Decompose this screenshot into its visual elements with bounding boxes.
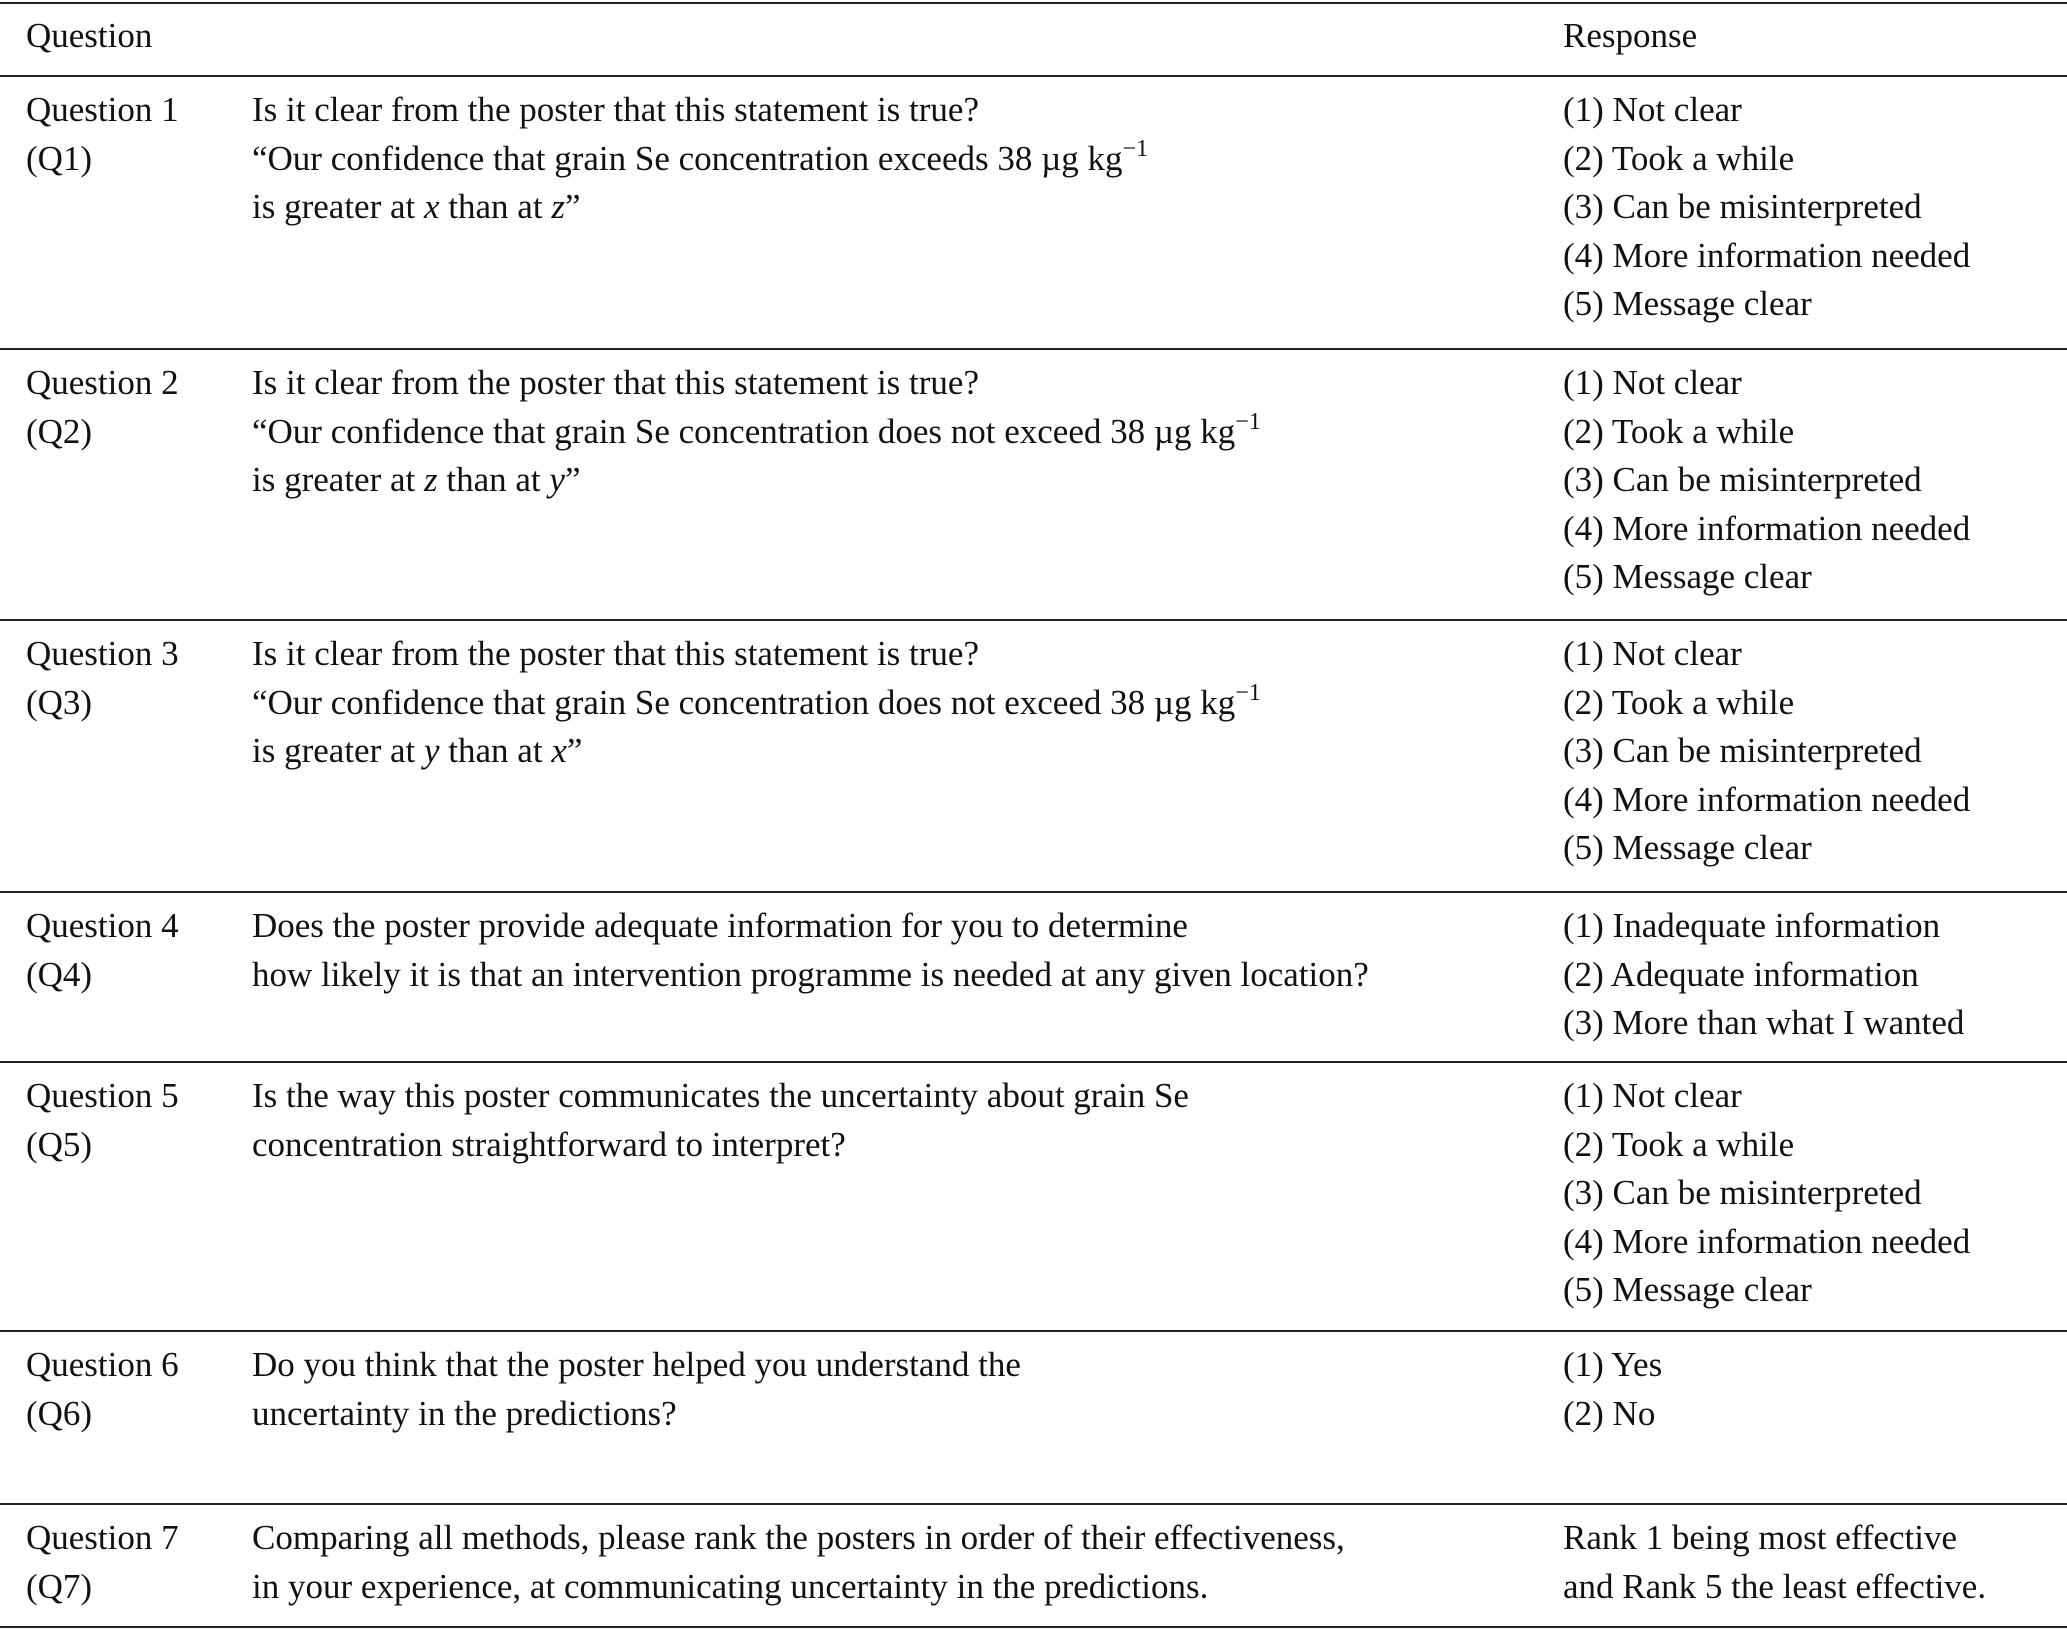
question-text-line: Comparing all methods, please rank the posters in order of their effectiveness, <box>252 1518 1345 1557</box>
question-code: (Q3) <box>26 682 93 722</box>
question-text <box>252 1072 1189 1169</box>
question-label <box>26 902 179 999</box>
threshold-unit: 38 µg kg <box>997 138 1123 178</box>
statement-comparison <box>252 727 1261 776</box>
response-option: (1) Not clear <box>1563 363 1742 402</box>
response-option: (4) More information needed <box>1563 779 1971 819</box>
response-options <box>1563 630 1970 873</box>
location-a: y <box>424 731 440 770</box>
unit-exponent: −1 <box>1235 408 1261 435</box>
unit-exponent: −1 <box>1122 135 1149 162</box>
question-text-line: Do you think that the poster helped you understand the <box>252 1345 1021 1384</box>
row-rule <box>0 1626 2067 1628</box>
response-option: (3) Can be misinterpreted <box>1563 187 1922 226</box>
threshold-unit: 38 µg kg <box>1110 682 1236 722</box>
statement-line <box>252 679 1261 728</box>
question-text-line: in your experience, at communicating uncertainty in the predictions. <box>252 1566 1209 1606</box>
question-number: Question 3 <box>26 634 179 673</box>
question-text <box>252 359 1261 505</box>
question-number: Question 4 <box>26 906 179 945</box>
question-intro: Is it clear from the poster that this statement is true? <box>252 363 980 402</box>
question-text <box>252 1514 1345 1611</box>
question-label <box>26 86 179 183</box>
question-code: (Q4) <box>26 954 93 994</box>
location-a: z <box>424 460 438 499</box>
response-option: (2) Took a while <box>1563 682 1795 722</box>
question-number: Question 6 <box>26 1345 179 1384</box>
response-option: (5) Message clear <box>1563 557 1812 596</box>
column-header-response: Response <box>1563 16 1698 55</box>
question-number: Question 1 <box>26 90 179 129</box>
response-option: (2) Took a while <box>1563 138 1795 178</box>
response-options <box>1563 902 1964 1048</box>
response-option: (5) Message clear <box>1563 828 1812 867</box>
response-option: (2) No <box>1563 1393 1656 1433</box>
response-option: (4) More information needed <box>1563 1221 1971 1261</box>
statement-open: “Our confidence that grain Se concentration does not exceed <box>252 411 1111 451</box>
row-rule <box>0 891 2067 893</box>
question-text-line: how likely it is that an intervention programme is needed at any given location? <box>252 954 1369 994</box>
response-option: (1) Not clear <box>1563 1076 1742 1115</box>
location-b: z <box>551 187 565 226</box>
question-label <box>26 630 179 727</box>
statement-comparison <box>252 183 1148 232</box>
response-option: (2) Adequate information <box>1563 954 1919 994</box>
table-top-rule <box>0 2 2067 4</box>
question-code: (Q7) <box>26 1566 93 1606</box>
question-number: Question 5 <box>26 1076 179 1115</box>
question-code: (Q6) <box>26 1393 93 1433</box>
unit-exponent: −1 <box>1235 679 1261 706</box>
question-label <box>26 1341 179 1438</box>
question-number: Question 7 <box>26 1518 179 1557</box>
response-option: (1) Not clear <box>1563 90 1742 129</box>
question-intro: Is it clear from the poster that this statement is true? <box>252 634 980 673</box>
header-rule <box>0 75 2067 77</box>
response-option: (3) Can be misinterpreted <box>1563 731 1922 770</box>
response-option: (2) Took a while <box>1563 411 1795 451</box>
than-at: than at <box>439 187 552 226</box>
response-option: (4) More information needed <box>1563 508 1971 548</box>
question-number: Question 2 <box>26 363 179 402</box>
than-at: than at <box>437 460 550 499</box>
response-option: (1) Not clear <box>1563 634 1742 673</box>
response-options <box>1563 1514 1986 1611</box>
response-option: (2) Took a while <box>1563 1124 1795 1164</box>
response-option: (4) More information needed <box>1563 235 1971 275</box>
row-rule <box>0 348 2067 350</box>
location-a: x <box>424 187 440 226</box>
response-options <box>1563 359 1970 602</box>
location-b: x <box>551 731 567 770</box>
question-text <box>252 630 1261 776</box>
question-label <box>26 359 179 456</box>
close-quote: ” <box>564 460 581 499</box>
response-option: (5) Message clear <box>1563 1270 1812 1309</box>
response-option: (5) Message clear <box>1563 284 1812 323</box>
statement-line <box>252 135 1148 184</box>
row-rule <box>0 1330 2067 1332</box>
response-option: and Rank 5 the least effective. <box>1563 1566 1987 1606</box>
statement-open: “Our confidence that grain Se concentration does not exceed <box>252 682 1111 722</box>
column-header-question: Question <box>26 16 153 55</box>
question-code: (Q2) <box>26 411 93 451</box>
response-option: Rank 1 being most effective <box>1563 1518 1957 1557</box>
greater-at: is greater at <box>252 187 424 226</box>
question-text <box>252 1341 1021 1438</box>
question-code: (Q5) <box>26 1124 93 1164</box>
greater-at: is greater at <box>252 731 424 770</box>
question-text-line: Is the way this poster communicates the uncertainty about grain Se <box>252 1076 1189 1115</box>
response-option: (3) Can be misinterpreted <box>1563 460 1922 499</box>
question-label <box>26 1072 179 1169</box>
response-option: (3) More than what I wanted <box>1563 1003 1965 1042</box>
question-text-line: Does the poster provide adequate information for you to determine <box>252 906 1188 945</box>
response-options <box>1563 1341 1662 1438</box>
threshold-unit: 38 µg kg <box>1110 411 1236 451</box>
question-text-line: uncertainty in the predictions? <box>252 1393 677 1433</box>
question-code: (Q1) <box>26 138 93 178</box>
statement-line <box>252 408 1261 457</box>
response-option: (1) Inadequate information <box>1563 906 1941 945</box>
row-rule <box>0 1061 2067 1063</box>
question-text-line: concentration straightforward to interpret? <box>252 1124 846 1164</box>
statement-open: “Our confidence that grain Se concentration exceeds <box>252 138 998 178</box>
statement-comparison <box>252 456 1261 505</box>
question-label <box>26 1514 179 1611</box>
than-at: than at <box>439 731 552 770</box>
response-option: (3) Can be misinterpreted <box>1563 1173 1922 1212</box>
greater-at: is greater at <box>252 460 424 499</box>
location-b: y <box>549 460 565 499</box>
question-text <box>252 902 1369 999</box>
question-intro: Is it clear from the poster that this statement is true? <box>252 90 980 129</box>
response-options <box>1563 86 1970 329</box>
response-option: (1) Yes <box>1563 1345 1663 1384</box>
response-options <box>1563 1072 1970 1315</box>
question-text <box>252 86 1148 232</box>
row-rule <box>0 619 2067 621</box>
row-rule <box>0 1503 2067 1505</box>
close-quote: ” <box>566 731 583 770</box>
close-quote: ” <box>564 187 581 226</box>
